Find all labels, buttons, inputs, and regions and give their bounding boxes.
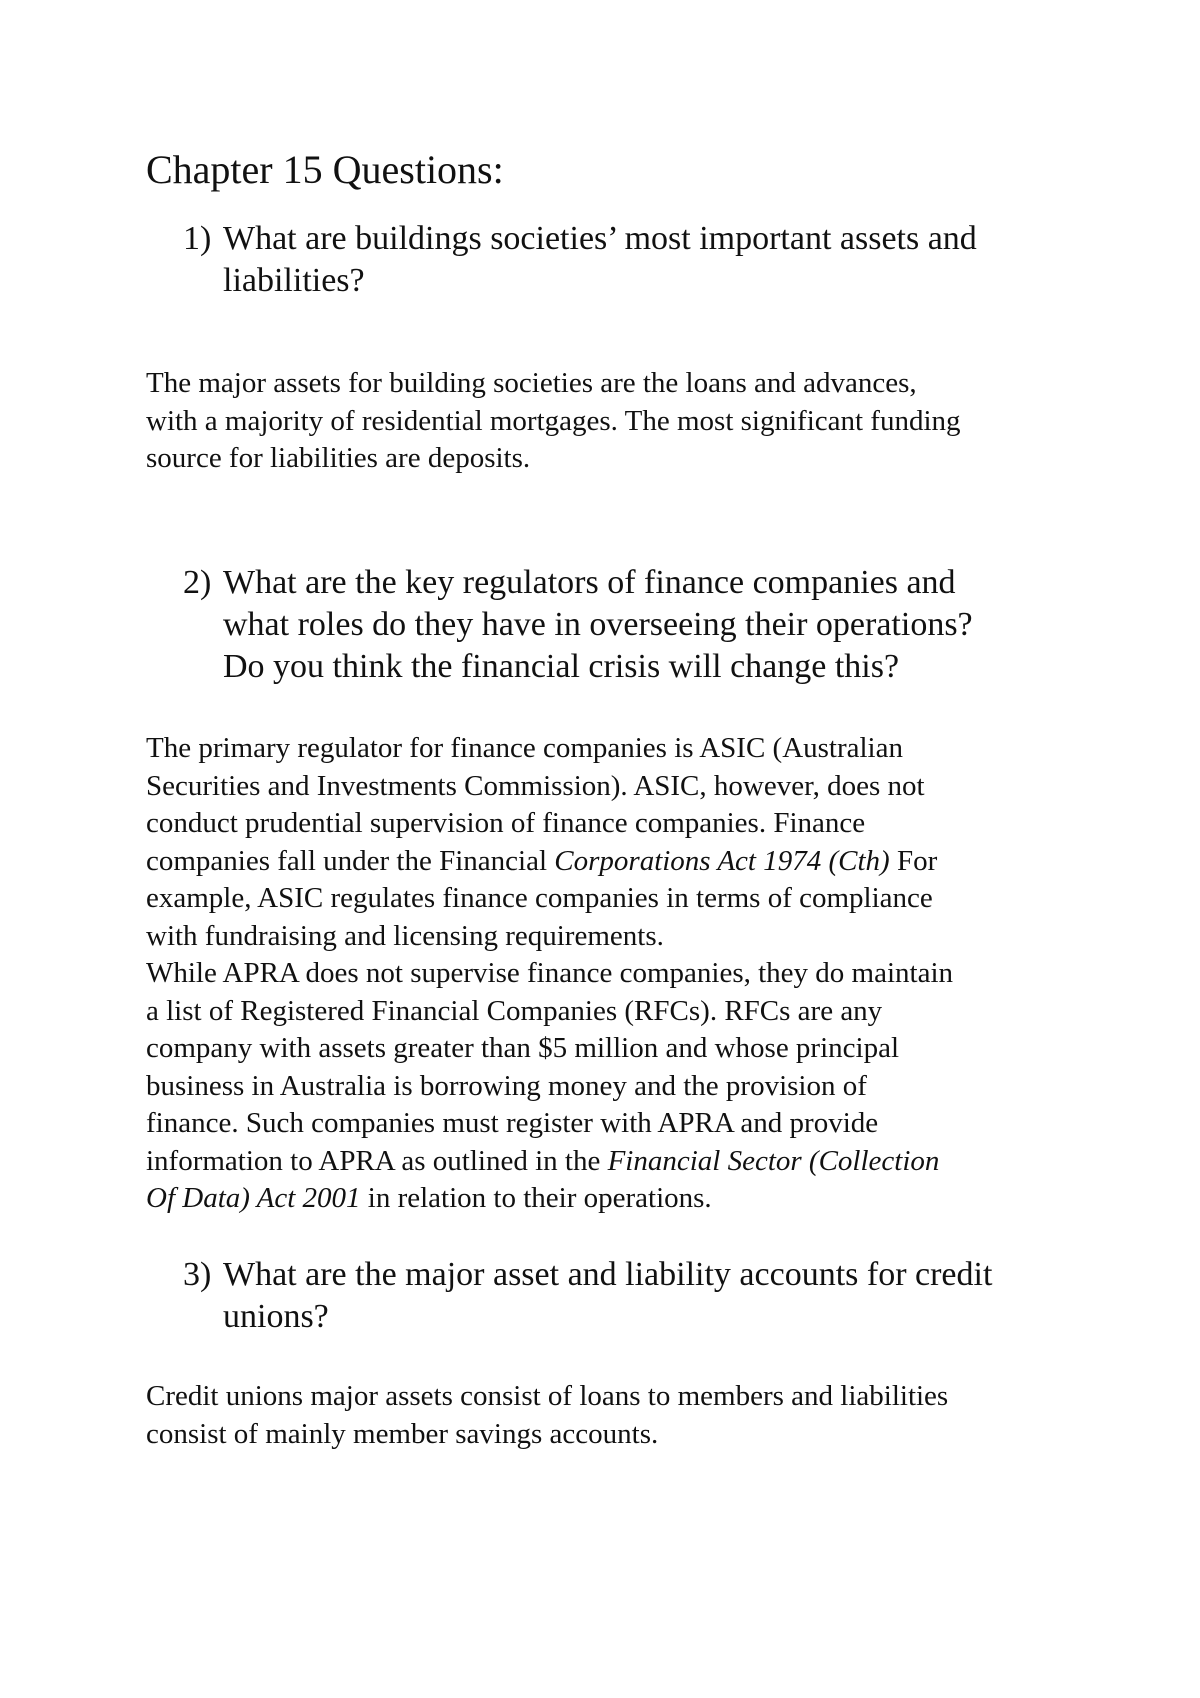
answer-text: in relation to their operations.: [360, 1182, 712, 1214]
answer-line: with a majority of residential mortgages. The most significant funding: [146, 404, 961, 437]
question-number: 1): [183, 220, 212, 257]
answer-text: companies fall under the Financial: [146, 844, 555, 877]
answer-line: Securities and Investments Commission). ASIC, however, does not: [146, 769, 925, 802]
answer-line: a list of Registered Financial Companies (RFCs). RFCs are any: [146, 994, 883, 1027]
answer-line: conduct prudential supervision of finance companies. Finance: [146, 807, 866, 839]
question-line: Do you think the financial crisis will change this?: [223, 648, 900, 685]
answer-line: The primary regulator for finance companies is ASIC (Australian: [146, 732, 903, 764]
answer-text: information to APRA as outlined in the: [146, 1144, 608, 1177]
answer-line: [146, 1143, 1076, 1181]
question-3: [183, 1254, 1063, 1338]
question-line: what roles do they have in overseeing their operations?: [223, 606, 973, 643]
answer-2: [146, 730, 1076, 1218]
answer-line: [146, 843, 1076, 881]
question-line: unions?: [223, 1298, 329, 1335]
answer-text: For: [889, 844, 938, 877]
answer-line: source for liabilities are deposits.: [146, 442, 531, 474]
answer-line: [146, 1180, 1076, 1218]
answer-1: [146, 365, 1076, 478]
question-line: liabilities?: [223, 262, 365, 299]
question-line: What are the key regulators of finance companies and: [223, 564, 956, 601]
question-text: [219, 1254, 1063, 1338]
answer-3: [146, 1378, 1076, 1453]
answer-line: example, ASIC regulates finance companies in terms of compliance: [146, 882, 933, 914]
question-number: 3): [183, 1256, 212, 1293]
answer-line: consist of mainly member savings accounts.: [146, 1417, 659, 1450]
act-citation: Corporations Act 1974 (Cth): [554, 844, 890, 877]
answer-line: While APRA does not supervise finance companies, they do maintain: [146, 957, 954, 989]
question-text: [219, 218, 1063, 302]
question-number: 2): [183, 564, 212, 601]
answer-line: business in Australia is borrowing money and the provision of: [146, 1069, 867, 1102]
question-line: What are the major asset and liability accounts for credit: [223, 1256, 993, 1293]
act-citation: Of Data) Act 2001: [146, 1182, 361, 1214]
answer-line: finance. Such companies must register with APRA and provide: [146, 1107, 879, 1139]
answer-line: Credit unions major assets consist of loans to members and liabilities: [146, 1380, 949, 1412]
question-line: What are buildings societies’ most important assets and: [223, 220, 977, 257]
question-2: [183, 562, 1063, 688]
question-1: [183, 218, 1063, 302]
page-title: Chapter 15 Questions:: [146, 147, 504, 192]
question-text: [219, 562, 1063, 688]
act-citation: Financial Sector (Collection: [607, 1144, 940, 1177]
answer-line: with fundraising and licensing requirements.: [146, 919, 664, 952]
answer-line: company with assets greater than $5 million and whose principal: [146, 1032, 900, 1064]
answer-line: The major assets for building societies are the loans and advances,: [146, 367, 917, 399]
